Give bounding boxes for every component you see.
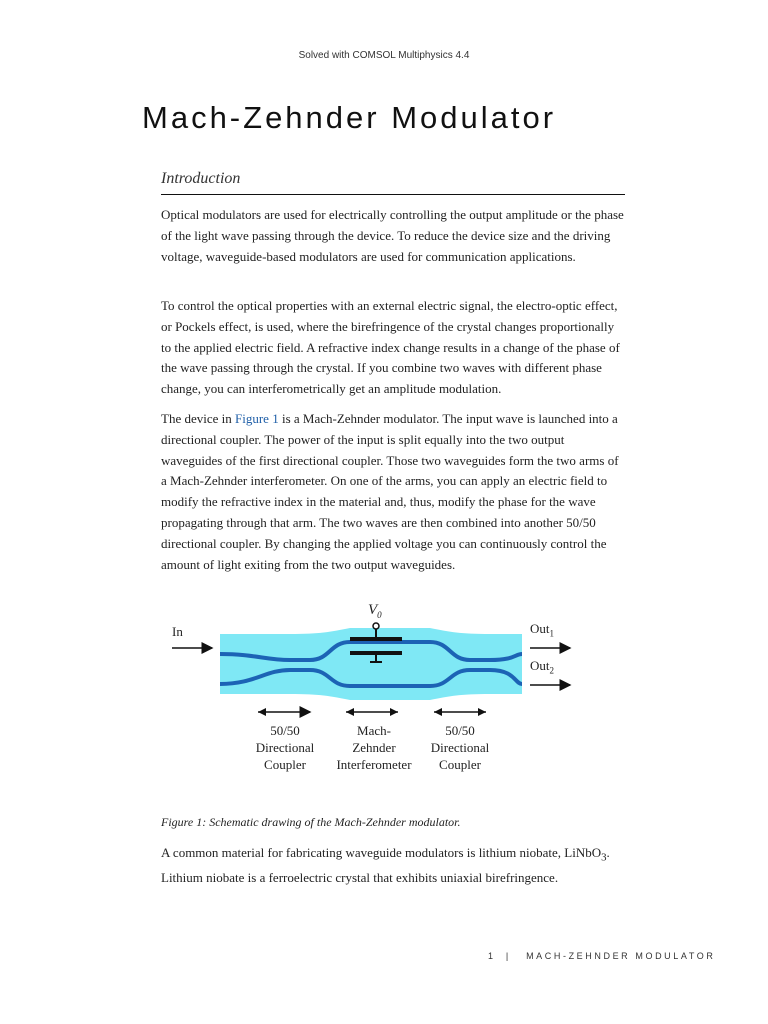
page-title: Mach-Zehnder Modulator xyxy=(142,100,557,135)
bottom-electrode xyxy=(350,651,402,655)
paragraph-3-end: is a Mach-Zehnder modulator. The input wave is launched into a directional coupler. The power of the input is split equally into the two output waveguides of the first directional coupler. Those two waveguides form the two arms of a Mach-Zehnder interferometer. On one of the arms, you can apply an electric field to modify the refractive index in the material and, thus, modify the phase for the wave propagating through that arm. The two waves are then combined into another 50/50 directional coupler. By changing the applied voltage you can continuously control the amount of light exiting from the two output waveguides. xyxy=(161,411,619,572)
interferometer-line-1: Mach- xyxy=(357,723,391,738)
voltage-terminal-icon xyxy=(373,623,379,629)
voltage-label: $V_0$ xyxy=(368,602,382,620)
paragraph-4-subscript: 3 xyxy=(601,851,607,864)
interferometer-line-3: Interferometer xyxy=(336,757,412,772)
figure-caption: Figure 1: Schematic drawing of the Mach-Zehnder modulator. xyxy=(161,815,461,829)
section-heading-introduction: Introduction xyxy=(161,170,625,195)
right-coupler-line-2: Directional xyxy=(430,740,490,755)
left-coupler-line-3: Coupler xyxy=(264,757,306,772)
interferometer-line-2: Zehnder xyxy=(352,740,396,755)
left-coupler-label xyxy=(245,722,325,773)
figure-1-link[interactable]: Figure 1 xyxy=(235,411,279,426)
paragraph-4-end: . Lithium niobate is a ferroelectric crystal that exhibits uniaxial birefringence. xyxy=(161,845,610,886)
left-coupler-line-1: 50/50 xyxy=(270,723,300,738)
top-electrode xyxy=(350,637,402,641)
paragraph-2: To control the optical properties with an external electric signal, the electro-optic effect, or Pockels effect, is used, where the birefringence of the crystal changes proportionally to the applied electric field. A refractive index change results in a change of the phase of the wave passing through the crystal. If you combine two waves with different phase change, you can interferometrically get an amplitude modulation. xyxy=(161,298,620,397)
footer-running-title: MACH-ZEHNDER MODULATOR xyxy=(526,951,716,961)
right-coupler-line-1: 50/50 xyxy=(445,723,475,738)
page-number: 1 xyxy=(488,951,496,961)
right-coupler-label xyxy=(420,722,500,773)
interferometer-label xyxy=(326,722,422,773)
output-1-label: Out$_1$ xyxy=(530,621,554,639)
left-coupler-line-2: Directional xyxy=(255,740,315,755)
running-head: Solved with COMSOL Multiphysics 4.4 xyxy=(298,50,470,61)
page-footer xyxy=(488,951,715,961)
paragraph-3-start: The device in xyxy=(161,411,235,426)
paragraph-4-start: A common material for fabricating waveguide modulators is lithium niobate, LiNbO xyxy=(161,845,602,860)
output-2-label: Out$_2$ xyxy=(530,658,554,676)
paragraph-3 xyxy=(161,409,627,575)
input-label: In xyxy=(172,624,183,639)
footer-separator: | xyxy=(505,951,511,961)
paragraph-4 xyxy=(161,843,627,889)
paragraph-1: Optical modulators are used for electrically controlling the output amplitude or the phase of the light wave passing through the device. To reduce the device size and the driving voltage, waveguide-based modulators are used for communication applications. xyxy=(161,207,624,264)
right-coupler-line-3: Coupler xyxy=(439,757,481,772)
